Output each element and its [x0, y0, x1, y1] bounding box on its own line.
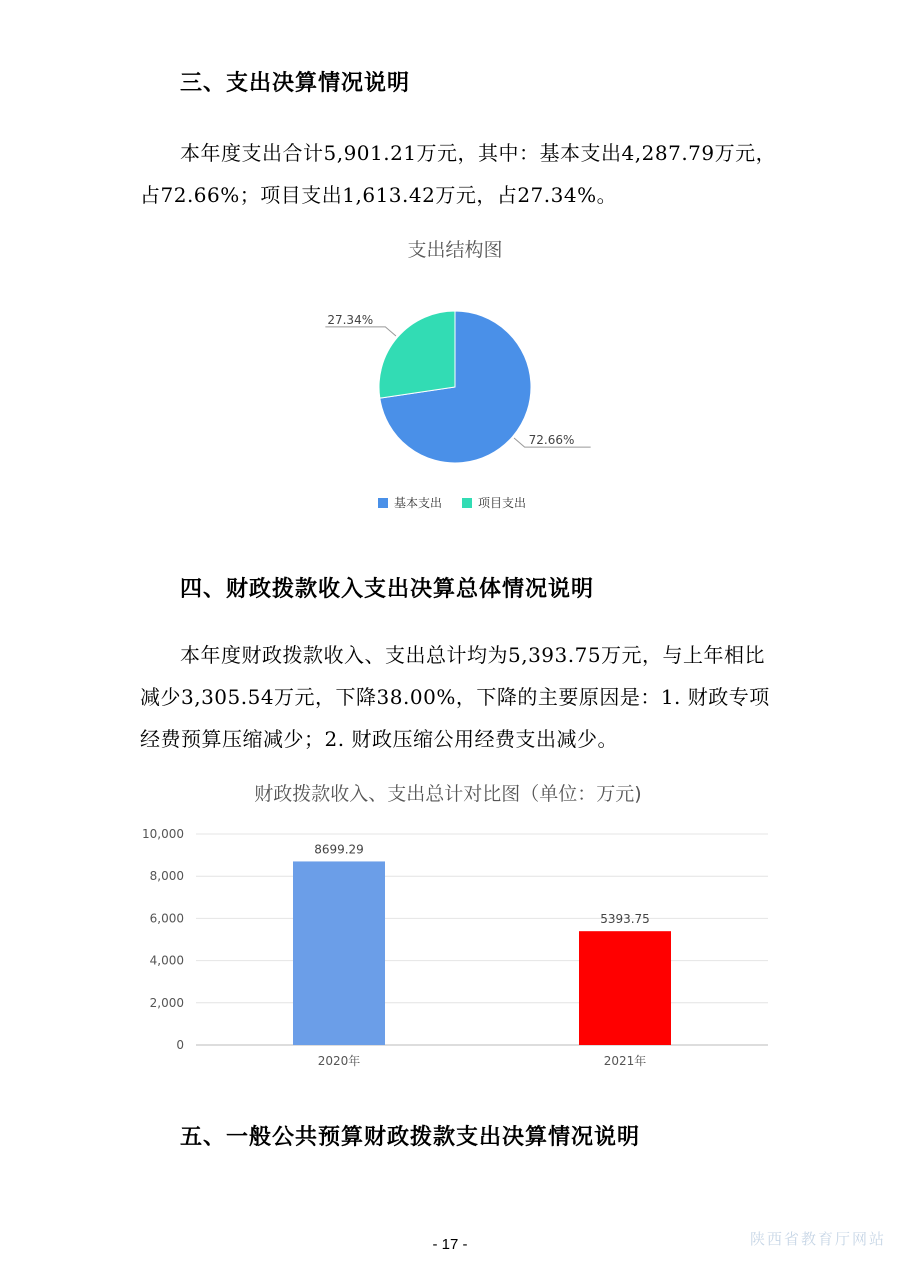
- pie-label-line-2: [325, 327, 396, 336]
- bar-y-tick-label-1: 0: [176, 1038, 184, 1052]
- pie-legend-label-1: 基本支出: [394, 496, 443, 510]
- bar-y-tick-label-3: 4,000: [149, 953, 184, 968]
- pie-chart-title: 支出结构图: [407, 239, 503, 261]
- section-4-heading: 四、财政拨款收入支出决算总体情况说明: [180, 577, 595, 602]
- bar-chart: [110, 772, 790, 1082]
- section-3-heading: 三、支出决算情况说明: [180, 71, 411, 96]
- pie-legend-swatch-2: [462, 498, 472, 508]
- bar-value-label-1: 8699.29: [314, 842, 364, 857]
- pie-data-label-1: 72.66%: [528, 433, 575, 448]
- bar-y-tick-label-5: 8,000: [149, 869, 184, 884]
- watermark: 陕西省教育厅网站: [749, 1230, 886, 1248]
- page-number: - 17 -: [432, 1236, 468, 1253]
- bar-x-tick-label-2: 2021年: [603, 1054, 647, 1068]
- pie-chart: [300, 226, 620, 526]
- pie-legend-swatch-1: [378, 498, 388, 508]
- section-5-heading: 五、一般公共预算财政拨款支出决算情况说明: [180, 1125, 641, 1150]
- bar-y-tick-label-6: 10,000: [142, 827, 184, 841]
- bar-value-label-2: 5393.75: [600, 912, 650, 927]
- section-3-paragraph: 本年度支出合计5,901.21万元，其中：基本支出4,287.79万元，占72.66%；项目支出1,613.42万元，占27.34%。: [140, 141, 777, 207]
- pie-data-label-2: 27.34%: [327, 312, 374, 327]
- pie-slice-2: [379, 311, 455, 398]
- bar-y-tick-label-4: 6,000: [149, 911, 184, 926]
- pie-legend-label-2: 项目支出: [478, 496, 527, 510]
- bar-2: [579, 931, 671, 1045]
- bar-chart-title: 财政拨款收入、支出总计对比图（单位：万元): [254, 783, 642, 805]
- section-4-paragraph: 本年度财政拨款收入、支出总计均为5,393.75万元，与上年相比减少3,305.54万元，下降38.00%，下降的主要原因是：1. 财政专项经费预算压缩减少；2. 财政压缩公用经费支出减少。: [140, 643, 770, 751]
- bar-1: [293, 861, 385, 1045]
- bar-x-tick-label-1: 2020年: [317, 1054, 361, 1068]
- bar-y-tick-label-2: 2,000: [149, 995, 184, 1010]
